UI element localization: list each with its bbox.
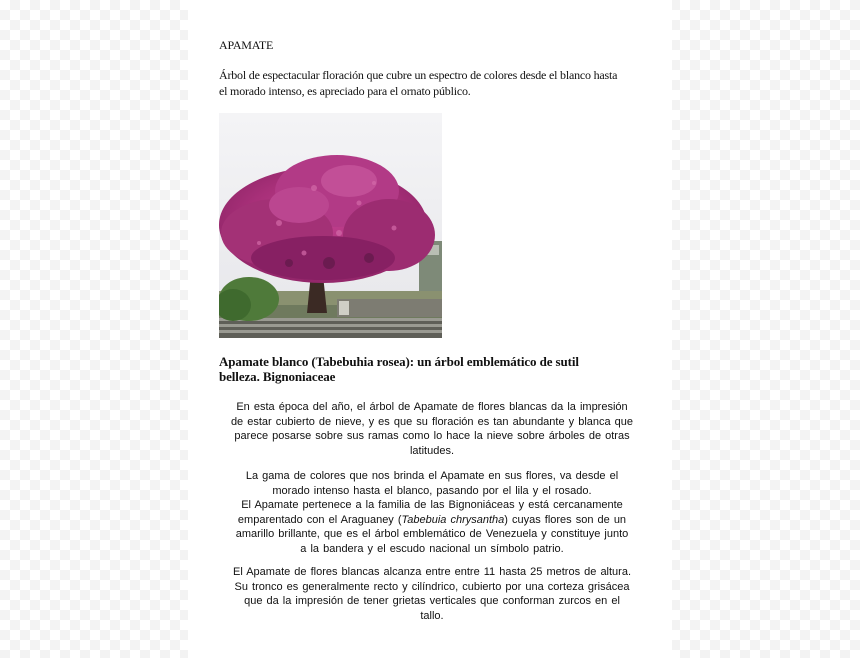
document-title: APAMATE <box>219 38 274 52</box>
section-heading <box>219 354 619 384</box>
heading-line: belleza. Bignoniaceae <box>219 369 336 384</box>
paragraph-line: que da la impresión de tener grietas verticales que conforman zurcos en el <box>244 595 620 607</box>
paragraph-line <box>216 513 648 528</box>
intro-line: Árbol de espectacular floración que cubre un espectro de colores desde el blanco hasta <box>219 68 618 82</box>
paragraph-line: parece posarse sobre sus ramas como lo hace la nieve sobre árboles de otras <box>234 430 630 442</box>
text-segment: emparentado con el Araguaney ( <box>237 513 402 526</box>
paragraph-line: La gama de colores que nos brinda el Apamate en sus flores, va desde el <box>245 470 619 482</box>
paragraph-line: morado intenso hasta el blanco, pasando por el lila y el rosado. <box>272 484 592 497</box>
document-page <box>188 0 672 658</box>
paragraph-line: El Apamate de flores blancas alcanza entre entre 11 hasta 25 metros de altura. <box>232 566 632 578</box>
paragraph-height-trunk <box>216 565 648 623</box>
paragraph-line: de estar cubierto de nieve, y es que su floración es tan abundante y blanca que <box>230 415 634 428</box>
paragraph-line: El Apamate pertenece a la familia de las Bignoniáceas y está cercanamente <box>241 499 623 511</box>
text-segment: ) cuyas flores son de un <box>504 513 627 526</box>
paragraph-line: amarillo brillante, que es el árbol emblemático de Venezuela y constituye junto <box>235 528 629 540</box>
paragraph-line: En esta época del año, el árbol de Apamate de flores blancas da la impresión <box>236 401 628 413</box>
paragraph-colors-family <box>216 469 648 556</box>
intro-line: el morado intenso, es apreciado para el ornato público. <box>219 84 471 98</box>
paragraph-snow <box>216 400 648 458</box>
apamate-tree-photo <box>219 113 442 338</box>
paragraph-line: a la bandera y el escudo nacional un símbolo patrio. <box>300 542 564 555</box>
heading-line: Apamate blanco (Tabebuhia rosea): un árbol emblemático de sutil <box>219 354 579 369</box>
species-name: Tabebuia chrysantha <box>401 513 505 526</box>
paragraph-line: Su tronco es generalmente recto y cilíndrico, cubierto por una corteza grisácea <box>234 580 630 593</box>
intro-paragraph <box>219 67 649 99</box>
paragraph-line: latitudes. <box>409 444 455 457</box>
paragraph-line: tallo. <box>420 609 444 622</box>
